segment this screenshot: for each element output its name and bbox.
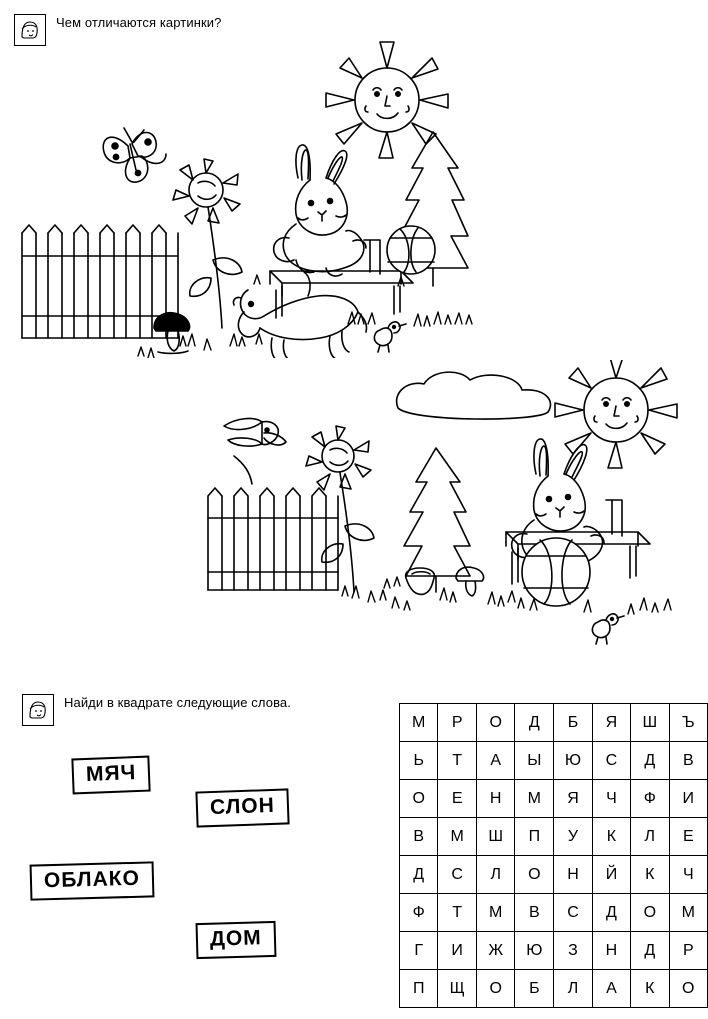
task-1-title: Чем отличаются картинки? <box>56 15 222 30</box>
grid-cell[interactable]: Я <box>554 780 593 818</box>
chick-bottom <box>592 614 624 644</box>
grid-cell[interactable]: Д <box>592 894 630 932</box>
grid-cell[interactable]: Т <box>438 894 477 932</box>
dog-top <box>233 272 366 358</box>
grid-cell[interactable]: Й <box>592 856 630 894</box>
grid-body <box>400 704 708 1008</box>
grid-cell[interactable]: Ю <box>554 742 593 780</box>
chick-top <box>374 322 406 352</box>
grid-cell[interactable]: О <box>669 970 707 1008</box>
child-face-icon <box>22 694 54 726</box>
grid-cell[interactable]: М <box>438 818 477 856</box>
grid-cell[interactable]: Т <box>438 742 477 780</box>
grid-cell[interactable]: С <box>554 894 593 932</box>
grid-cell[interactable]: Н <box>554 856 593 894</box>
word-card: ОБЛАКО <box>30 861 155 900</box>
ball-top <box>387 226 435 274</box>
word-card: СЛОН <box>195 788 289 827</box>
grid-cell[interactable]: М <box>515 780 554 818</box>
grid-cell[interactable]: М <box>669 894 707 932</box>
word-card: МЯЧ <box>71 756 151 795</box>
grid-cell[interactable]: Е <box>438 780 477 818</box>
grid-cell[interactable]: Ш <box>631 704 670 742</box>
grid-cell[interactable]: М <box>400 704 438 742</box>
grid-cell[interactable]: Б <box>554 704 593 742</box>
grid-row <box>400 818 708 856</box>
grid-cell[interactable]: Р <box>669 932 707 970</box>
grid-cell[interactable]: И <box>669 780 707 818</box>
word-card: ДОМ <box>196 921 277 959</box>
butterfly-top <box>103 128 166 182</box>
picture-top <box>8 28 500 358</box>
grid-cell[interactable]: М <box>476 894 515 932</box>
grid-cell[interactable]: Ш <box>476 818 515 856</box>
grid-cell[interactable]: Е <box>669 818 707 856</box>
grid-cell[interactable]: Л <box>631 818 670 856</box>
grid-cell[interactable]: С <box>438 856 477 894</box>
grid-cell[interactable]: Л <box>476 856 515 894</box>
grid-cell[interactable]: Н <box>476 780 515 818</box>
ball-bottom <box>522 538 590 606</box>
grid-cell[interactable]: Г <box>400 932 438 970</box>
grid-cell[interactable]: Б <box>515 970 554 1008</box>
grid-cell[interactable]: О <box>631 894 670 932</box>
mushroom-top <box>154 313 190 354</box>
grid-cell[interactable]: И <box>438 932 477 970</box>
mushroom-bottom <box>456 567 484 596</box>
grid-cell[interactable]: Ь <box>400 742 438 780</box>
grid-cell[interactable]: Д <box>631 932 670 970</box>
grid-cell[interactable]: Д <box>515 704 554 742</box>
grid-cell[interactable]: Д <box>631 742 670 780</box>
sun-top <box>326 42 448 158</box>
grid-cell[interactable]: Ы <box>515 742 554 780</box>
grid-cell[interactable]: П <box>515 818 554 856</box>
grid-cell[interactable]: Д <box>400 856 438 894</box>
grid-cell[interactable]: В <box>515 894 554 932</box>
grid-row <box>400 704 708 742</box>
grid-cell[interactable]: А <box>592 970 630 1008</box>
grid-cell[interactable]: В <box>669 742 707 780</box>
grid-cell[interactable]: К <box>592 818 630 856</box>
task-2-title: Найди в квадрате следующие слова. <box>64 695 291 710</box>
grid-cell[interactable]: Я <box>592 704 630 742</box>
grid-cell[interactable]: Л <box>554 970 593 1008</box>
grid-cell[interactable]: Ф <box>400 894 438 932</box>
task-2-header <box>22 694 291 726</box>
word-search-grid <box>399 703 708 1008</box>
grass-bottom <box>342 577 671 614</box>
sunflower-top <box>173 159 242 328</box>
grid-cell[interactable]: Ю <box>515 932 554 970</box>
grid-cell[interactable]: К <box>631 856 670 894</box>
grid-cell[interactable]: А <box>476 742 515 780</box>
grid-row <box>400 742 708 780</box>
grid-cell[interactable]: К <box>631 970 670 1008</box>
sun-bottom <box>555 360 677 468</box>
grid-cell[interactable]: В <box>400 818 438 856</box>
grid-cell[interactable]: Ж <box>476 932 515 970</box>
grid-cell[interactable]: Н <box>592 932 630 970</box>
grid-row <box>400 856 708 894</box>
grid-cell[interactable]: О <box>515 856 554 894</box>
fence-bottom <box>208 488 338 590</box>
grid-cell[interactable]: У <box>554 818 593 856</box>
grid-cell[interactable]: Ъ <box>669 704 707 742</box>
grid-cell[interactable]: С <box>592 742 630 780</box>
grid-cell[interactable]: Р <box>438 704 477 742</box>
grid-cell[interactable]: З <box>554 932 593 970</box>
grid-cell[interactable]: О <box>476 970 515 1008</box>
rabbit-top <box>274 145 366 276</box>
grass-top <box>138 275 472 358</box>
grid-cell[interactable]: Ч <box>669 856 707 894</box>
dragonfly-bottom <box>224 419 286 484</box>
grid-cell[interactable]: П <box>400 970 438 1008</box>
sunflower-bottom <box>306 426 374 592</box>
child-face-glyph <box>27 699 49 721</box>
grid-cell[interactable]: Ч <box>592 780 630 818</box>
picture-bottom <box>188 360 700 672</box>
grid-cell[interactable]: О <box>476 704 515 742</box>
grid-cell[interactable]: О <box>400 780 438 818</box>
stump-bottom <box>406 568 435 594</box>
grid-row <box>400 932 708 970</box>
grid-row <box>400 780 708 818</box>
grid-row <box>400 894 708 932</box>
grid-cell[interactable]: Ф <box>631 780 670 818</box>
cloud-bottom <box>397 372 551 419</box>
grid-cell[interactable]: Щ <box>438 970 477 1008</box>
grid-row <box>400 970 708 1008</box>
